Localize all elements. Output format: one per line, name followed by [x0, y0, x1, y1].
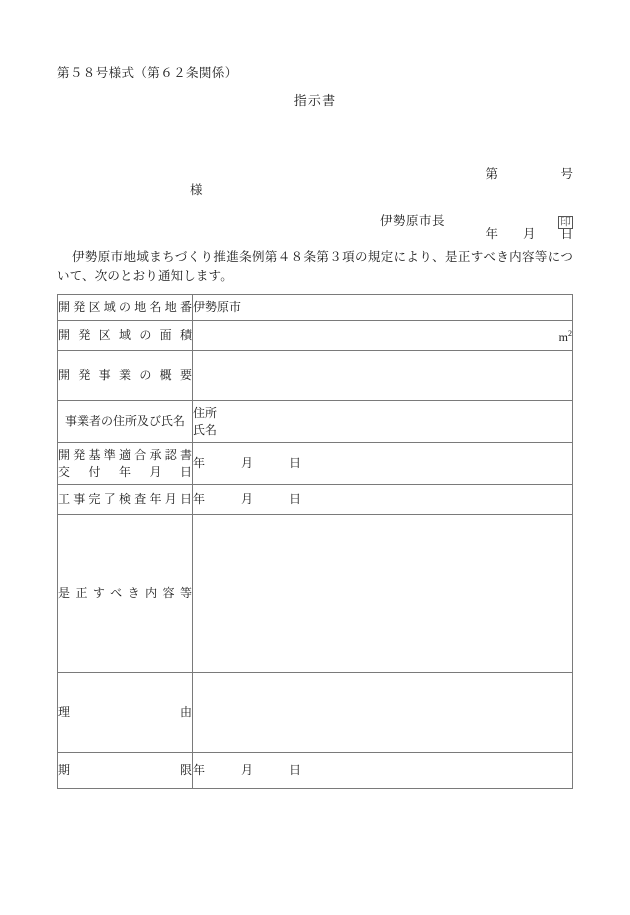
table-row [58, 351, 573, 401]
table-row [58, 753, 573, 789]
table-row [58, 443, 573, 485]
row-value-outline[interactable] [193, 351, 573, 401]
area-unit: $m^2$ [558, 329, 572, 344]
approval-label-line1: 開発基準適合承認書 [58, 447, 192, 462]
row-label-approval-date [58, 443, 193, 485]
document-number: 第 号 [485, 167, 573, 181]
document-date: 年 月 日 [485, 227, 573, 241]
row-label-operator: 事業者の住所及び氏名 [58, 401, 193, 443]
row-label-location: 開発区域の地名地番 [58, 295, 193, 321]
body-paragraph: 伊勢原市地域まちづくり推進条例第４８条第３項の規定により、是正すべき内容等について、次のとおり通知します。 [57, 250, 573, 283]
page-title: 指示書 [293, 93, 337, 108]
operator-address-label: 住所 [193, 405, 218, 420]
table-row [58, 295, 573, 321]
row-value-location[interactable]: 伊勢原市 [193, 295, 573, 321]
row-label-outline: 開発事業の概要 [58, 351, 193, 401]
row-value-reason[interactable] [193, 673, 573, 753]
table-row [58, 515, 573, 673]
form-code: 第５８号様式（第６２条関係） [57, 66, 238, 80]
row-label-area: 開発区域の面積 [58, 321, 193, 351]
addressee-honorific: 様 [190, 183, 204, 197]
seal-icon: 印 [560, 216, 571, 228]
row-label-inspection-date: 工事完了検査年月日 [58, 485, 193, 515]
row-label-reason: 理由 [58, 673, 193, 753]
issuer-name: 伊勢原市長 [380, 214, 446, 228]
row-value-deadline[interactable]: 年 月 日 [193, 753, 573, 789]
table-row [58, 401, 573, 443]
table-row [58, 673, 573, 753]
operator-name-label: 氏名 [193, 422, 218, 437]
row-value-inspection-date[interactable]: 年 月 日 [193, 485, 573, 515]
row-value-area[interactable] [193, 321, 573, 351]
table-row [58, 321, 573, 351]
issuer-row [380, 211, 573, 229]
table-row [58, 485, 573, 515]
row-value-approval-date[interactable]: 年 月 日 [193, 443, 573, 485]
form-table [57, 294, 573, 789]
row-value-corrections[interactable] [193, 515, 573, 673]
row-label-deadline: 期限 [58, 753, 193, 789]
approval-label-line2: 交付年月日 [58, 464, 192, 479]
row-label-corrections: 是正すべき内容等 [58, 515, 193, 673]
row-value-operator[interactable] [193, 401, 573, 443]
